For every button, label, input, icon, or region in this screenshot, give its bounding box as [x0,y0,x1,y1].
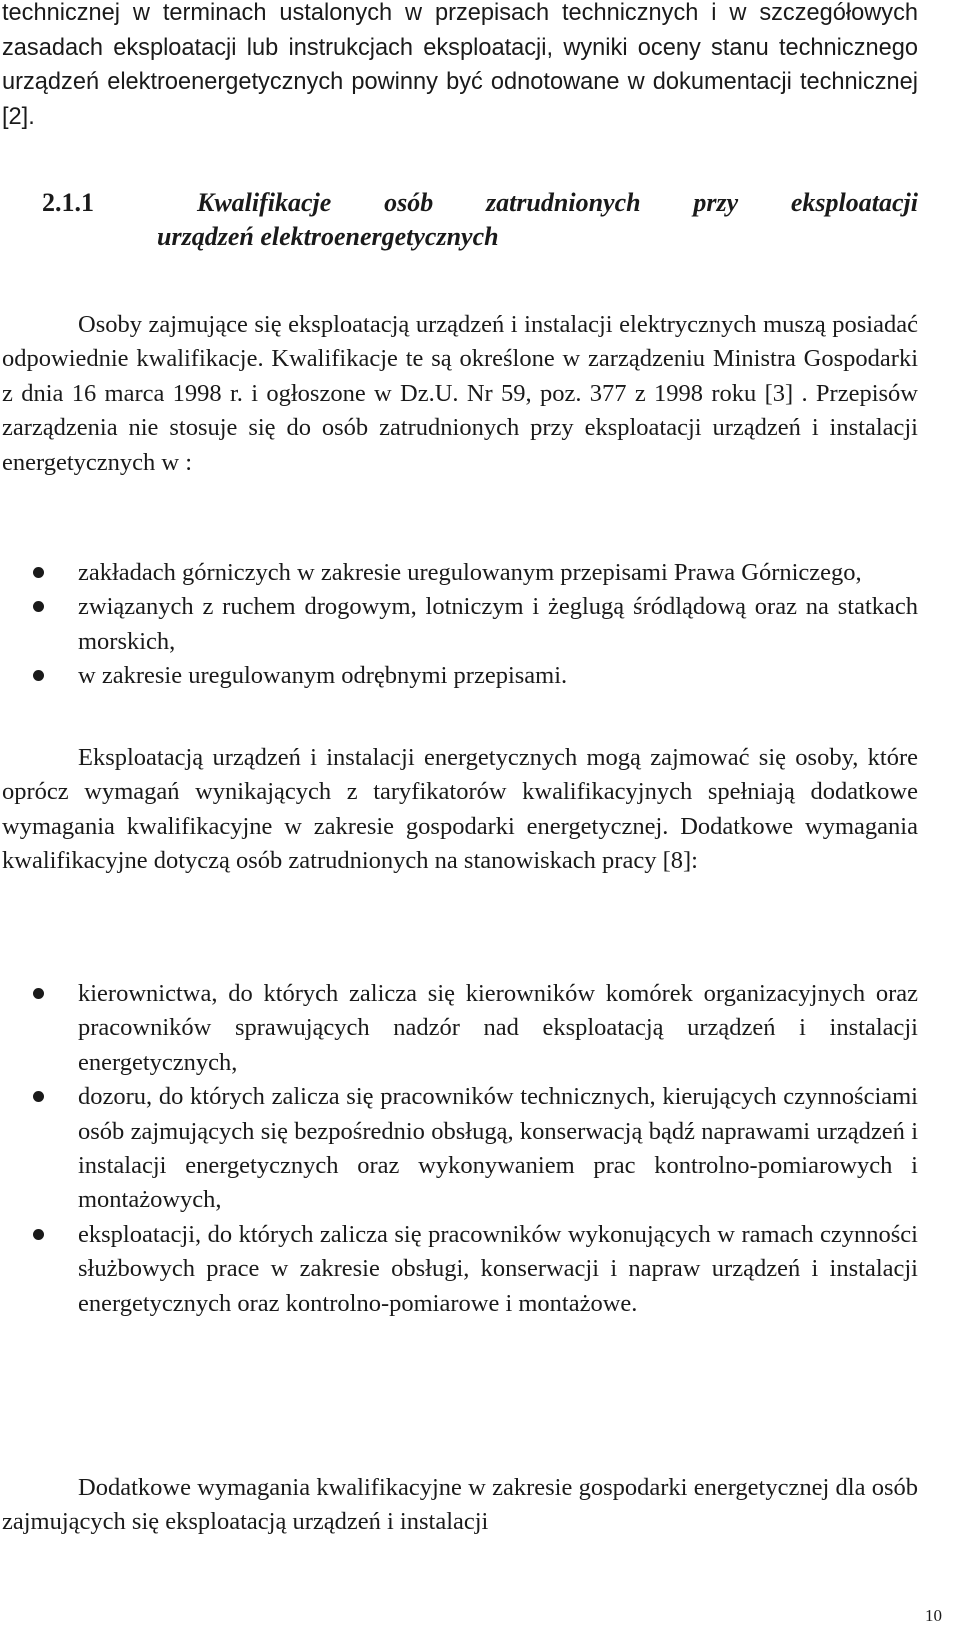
bullet-icon [33,1229,44,1240]
list-item-text: w zakresie uregulowanym odrębnymi przepisami. [78,662,568,690]
positions-list [0,977,918,1321]
list-item [0,1218,918,1321]
page-number: 10 [925,1606,942,1625]
list-item [0,977,918,1080]
section-number: 2.1.1 [42,188,94,217]
bullet-icon [33,670,44,681]
list-item-text: eksploatacji, do których zalicza się pracowników wykonujących w ramach czynności służbowych prace w zakresie obsługi, konserwacji i napraw urządzeń i instalacji energetycznych oraz kontrolno-pomiarowe i montażowe. [78,1220,918,1317]
paragraph-additional-requirements: Dodatkowe wymagania kwalifikacyjne w zakresie gospodarki energetycznej dla osób zajmujących się eksploatacją urządzeń i instalacji [2,1474,918,1536]
paragraph-operation: Eksploatacją urządzeń i instalacji energetycznych mogą zajmować się osoby, które oprócz wymagań wynikających z taryfikatorów kwalifikacyjnych spełniają dodatkowe wymagania kwalifikacyjne w zakresie gospodarki energetycznej. Dodatkowe wymagania kwalifikacyjne dotyczą osób zatrudnionych na stanowiskach pracy [8]: [2,744,918,875]
list-item-text: związanych z ruchem drogowym, lotniczym i żeglugą śródlądową oraz na statkach morskich, [78,593,918,655]
exemption-list [0,556,918,694]
paragraph-top: technicznej w terminach ustalonych w przepisach technicznych i w szczegółowych zasadach eksploatacji lub instrukcjach eksploatacji, wyniki oceny stanu technicznego urządzeń elektroenergetycznych powinny być odnotowane w dokumentacji technicznej [2]. [2,0,918,130]
bullet-icon [33,567,44,578]
section-heading [2,186,918,254]
list-item [0,590,918,659]
bullet-icon [33,1091,44,1102]
section-title-line2: urządzeń elektroenergetycznych [157,222,499,251]
bullet-icon [33,601,44,612]
paragraph-qualifications: Osoby zajmujące się eksploatacją urządzeń i instalacji elektrycznych muszą posiadać odpowiednie kwalifikacje. Kwalifikacje te są określone w zarządzeniu Ministra Gospodarki z dnia 16 marca 1998 r. i ogłoszone w Dz.U. Nr 59, poz. 377 z 1998 roku [3] . Przepisów zarządzenia nie stosuje się do osób zatrudnionych przy eksploatacji urządzeń i instalacji energetycznych w : [2,311,918,476]
section-title-line1: Kwalifikacje osób zatrudnionych przy eksploatacji [197,188,918,217]
list-item-text: dozoru, do których zalicza się pracowników technicznych, kierujących czynnościami osób zajmujących się bezpośrednio obsługą, konserwacją bądź naprawami urządzeń i instalacji energetycznych oraz wykonywaniem prac kontrolno-pomiarowych i montażowych, [78,1083,918,1214]
list-item [0,659,918,693]
list-item-text: zakładach górniczych w zakresie uregulowanym przepisami Prawa Górniczego, [78,559,862,586]
list-item-text: kierownictwa, do których zalicza się kierowników komórek organizacyjnych oraz pracowników sprawujących nadzór nad eksploatacją urządzeń i instalacji energetycznych, [78,980,918,1076]
list-item [0,1080,918,1218]
list-item [0,556,918,590]
bullet-icon [33,988,44,999]
section-heading-line1 [2,186,918,220]
